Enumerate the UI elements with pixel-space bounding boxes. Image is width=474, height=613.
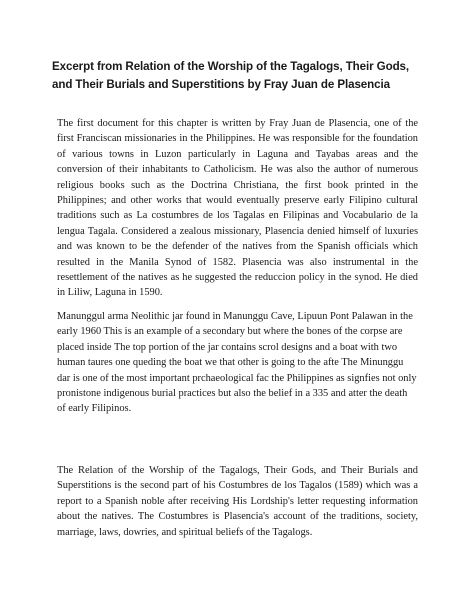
paragraph-manunggul-jar: Manunggul arma Neolithic jar found in Manunggu Cave, Lipuun Pont Palawan in the early 1960 This is an example of a secondary but where the bones of the corpse are placed inside The top portion of the jar contains scrol designs and a boat with two human taures one queding the boat we that other is going to the afte The Minunggu dar is one of the most important prchaeological fac the Philippines as signfies not only pronistone indigenous burial practices but also the belief in a 335 and atter the death of early Filipinos. — [57, 311, 417, 415]
paragraph-relation-summary: The Relation of the Worship of the Tagalogs, Their Gods, and Their Burials and Superstitions is the second part of his Costumbres de los Tagalos (1589) which was a report to a Spanish noble after receiving His Lordship's letter requesting information about the natives. The Costumbres is Plasencia's account of the traditions, society, marriage, laws, dowries, and spiritual beliefs of the Tagalogs. — [57, 465, 418, 538]
document-title: Excerpt from Relation of the Worship of the Tagalogs, Their Gods, and Their Burials and Superstitions by Fray Juan de Plasencia — [52, 60, 410, 91]
paragraph-plasencia-biography: The first document for this chapter is written by Fray Juan de Plasencia, one of the first Franciscan missionaries in the Philippines. He was responsible for the foundation of various towns in Luzon particularly in Laguna and Tayabas areas and the conversion of their inhabitants to Catholicism. He was also the author of numerous religious books such as the Doctrina Christiana, the first book printed in the Philippines; and other works that would eventually preserve early Filipino cultural traditions such as La costumbres de los Tagalas en Filipinas and Vocabulario de la lengua Tagala. Considered a zealous missionary, Plasencia denied himself of luxuries and was known to be the defender of the natives from the Spanish officials which resulted in the Manila Synod of 1582. Plasencia was also instrumental in the resettlement of the natives as he suggested the reduccion policy in the synod. He died in Liliw, Laguna in 1590. — [57, 118, 418, 299]
